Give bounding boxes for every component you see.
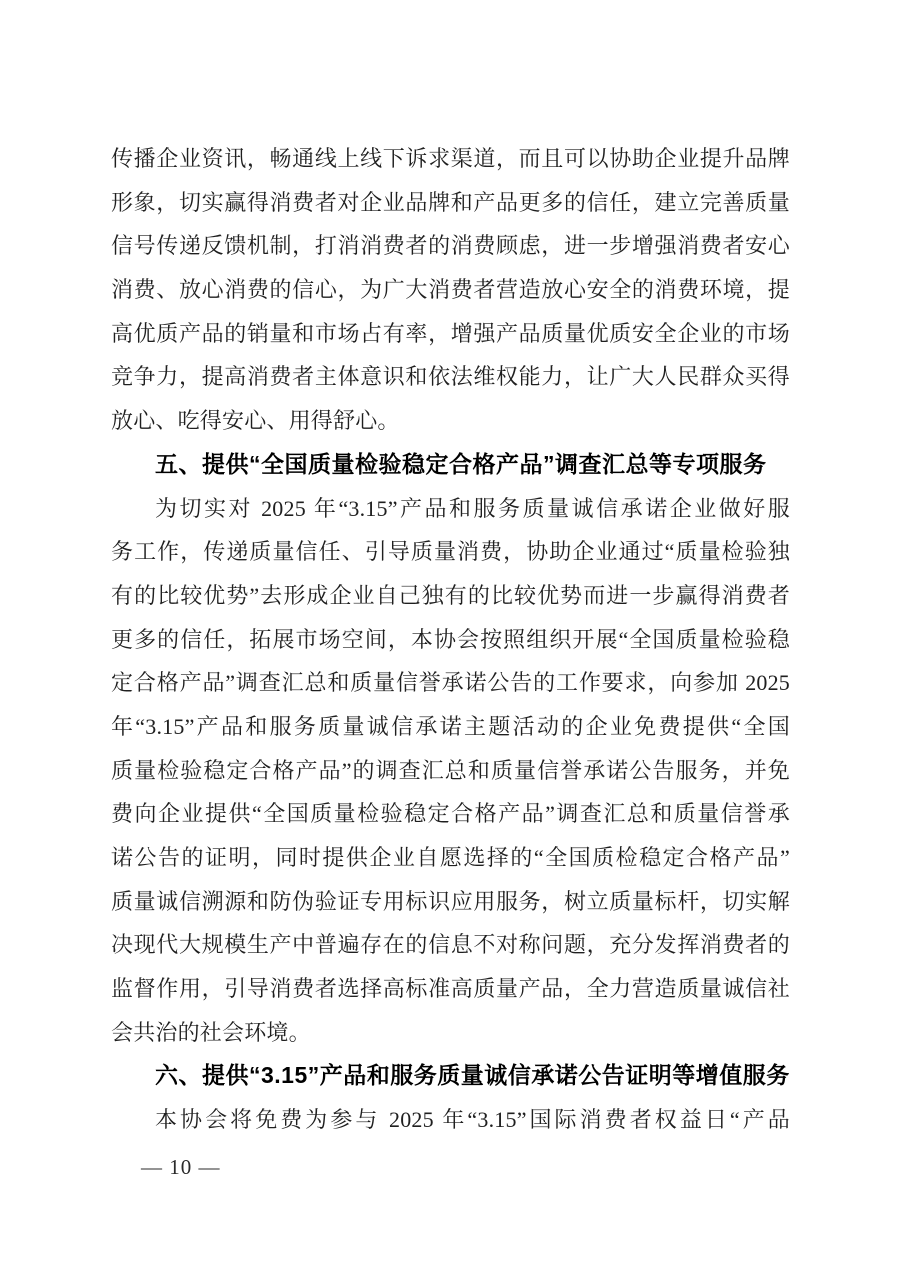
section-heading: 五、提供“全国质量检验稳定合格产品”调查汇总等专项服务 — [155, 450, 767, 477]
paragraph — [111, 1098, 790, 1142]
text-line: 决现代大规模生产中普遍存在的信息不对称问题，充分发挥消费者的 — [111, 932, 790, 958]
text-line: 年“3.15”产品和服务质量诚信承诺主题活动的企业免费提供“全国 — [111, 713, 790, 739]
text-line: 为切实对 2025 年“3.15”产品和服务质量诚信承诺企业做好服 — [155, 495, 790, 521]
text-line: 消费、放心消费的信心，为广大消费者营造放心安全的消费环境，提 — [111, 277, 790, 303]
text-line: 放心、吃得安心、用得舒心。 — [111, 408, 400, 434]
text-line: 监督作用，引导消费者选择高标准高质量产品，全力营造质量诚信社 — [111, 976, 790, 1002]
paragraph — [111, 487, 790, 1055]
text-line: 诺公告的证明，同时提供企业自愿选择的“全国质检稳定合格产品” — [111, 845, 790, 870]
page-body — [111, 137, 790, 1142]
text-line: 质量诚信溯源和防伪验证专用标识应用服务，树立质量标杆，切实解 — [111, 888, 790, 914]
text-line: 更多的信任，拓展市场空间，本协会按照组织开展“全国质量检验稳 — [111, 626, 790, 652]
text-line: 高优质产品的销量和市场占有率，增强产品质量优质安全企业的市场 — [111, 320, 790, 346]
text-line: 费向企业提供“全国质量检验稳定合格产品”调查汇总和质量信誉承 — [111, 801, 790, 827]
text-line: 质量检验稳定合格产品”的调查汇总和质量信誉承诺公告服务，并免 — [111, 757, 790, 783]
text-line: 本协会将免费为参与 2025 年“3.15”国际消费者权益日“产品 — [155, 1107, 790, 1133]
section-heading: 六、提供“3.15”产品和服务质量诚信承诺公告证明等增值服务 — [155, 1062, 790, 1089]
text-line: 有的比较优势”去形成企业自己独有的比较优势而进一步赢得消费者 — [111, 582, 790, 608]
text-line: 竞争力，提高消费者主体意识和依法维权能力，让广大人民群众买得 — [111, 364, 790, 390]
text-line: 形象，切实赢得消费者对企业品牌和产品更多的信任，建立完善质量 — [111, 189, 790, 215]
paragraph — [111, 137, 790, 443]
text-line: 务工作，传递质量信任、引导质量消费，协助企业通过“质量检验独 — [111, 539, 790, 565]
text-line: 传播企业资讯，畅通线上线下诉求渠道，而且可以协助企业提升品牌 — [111, 146, 790, 171]
page-number: — 10 — — [141, 1155, 221, 1179]
text-line: 定合格产品”调查汇总和质量信誉承诺公告的工作要求，向参加 2025 — [111, 670, 790, 696]
text-line: 会共治的社会环境。 — [111, 1019, 311, 1045]
text-line: 信号传递反馈机制，打消消费者的消费顾虑，进一步增强消费者安心 — [111, 233, 790, 259]
